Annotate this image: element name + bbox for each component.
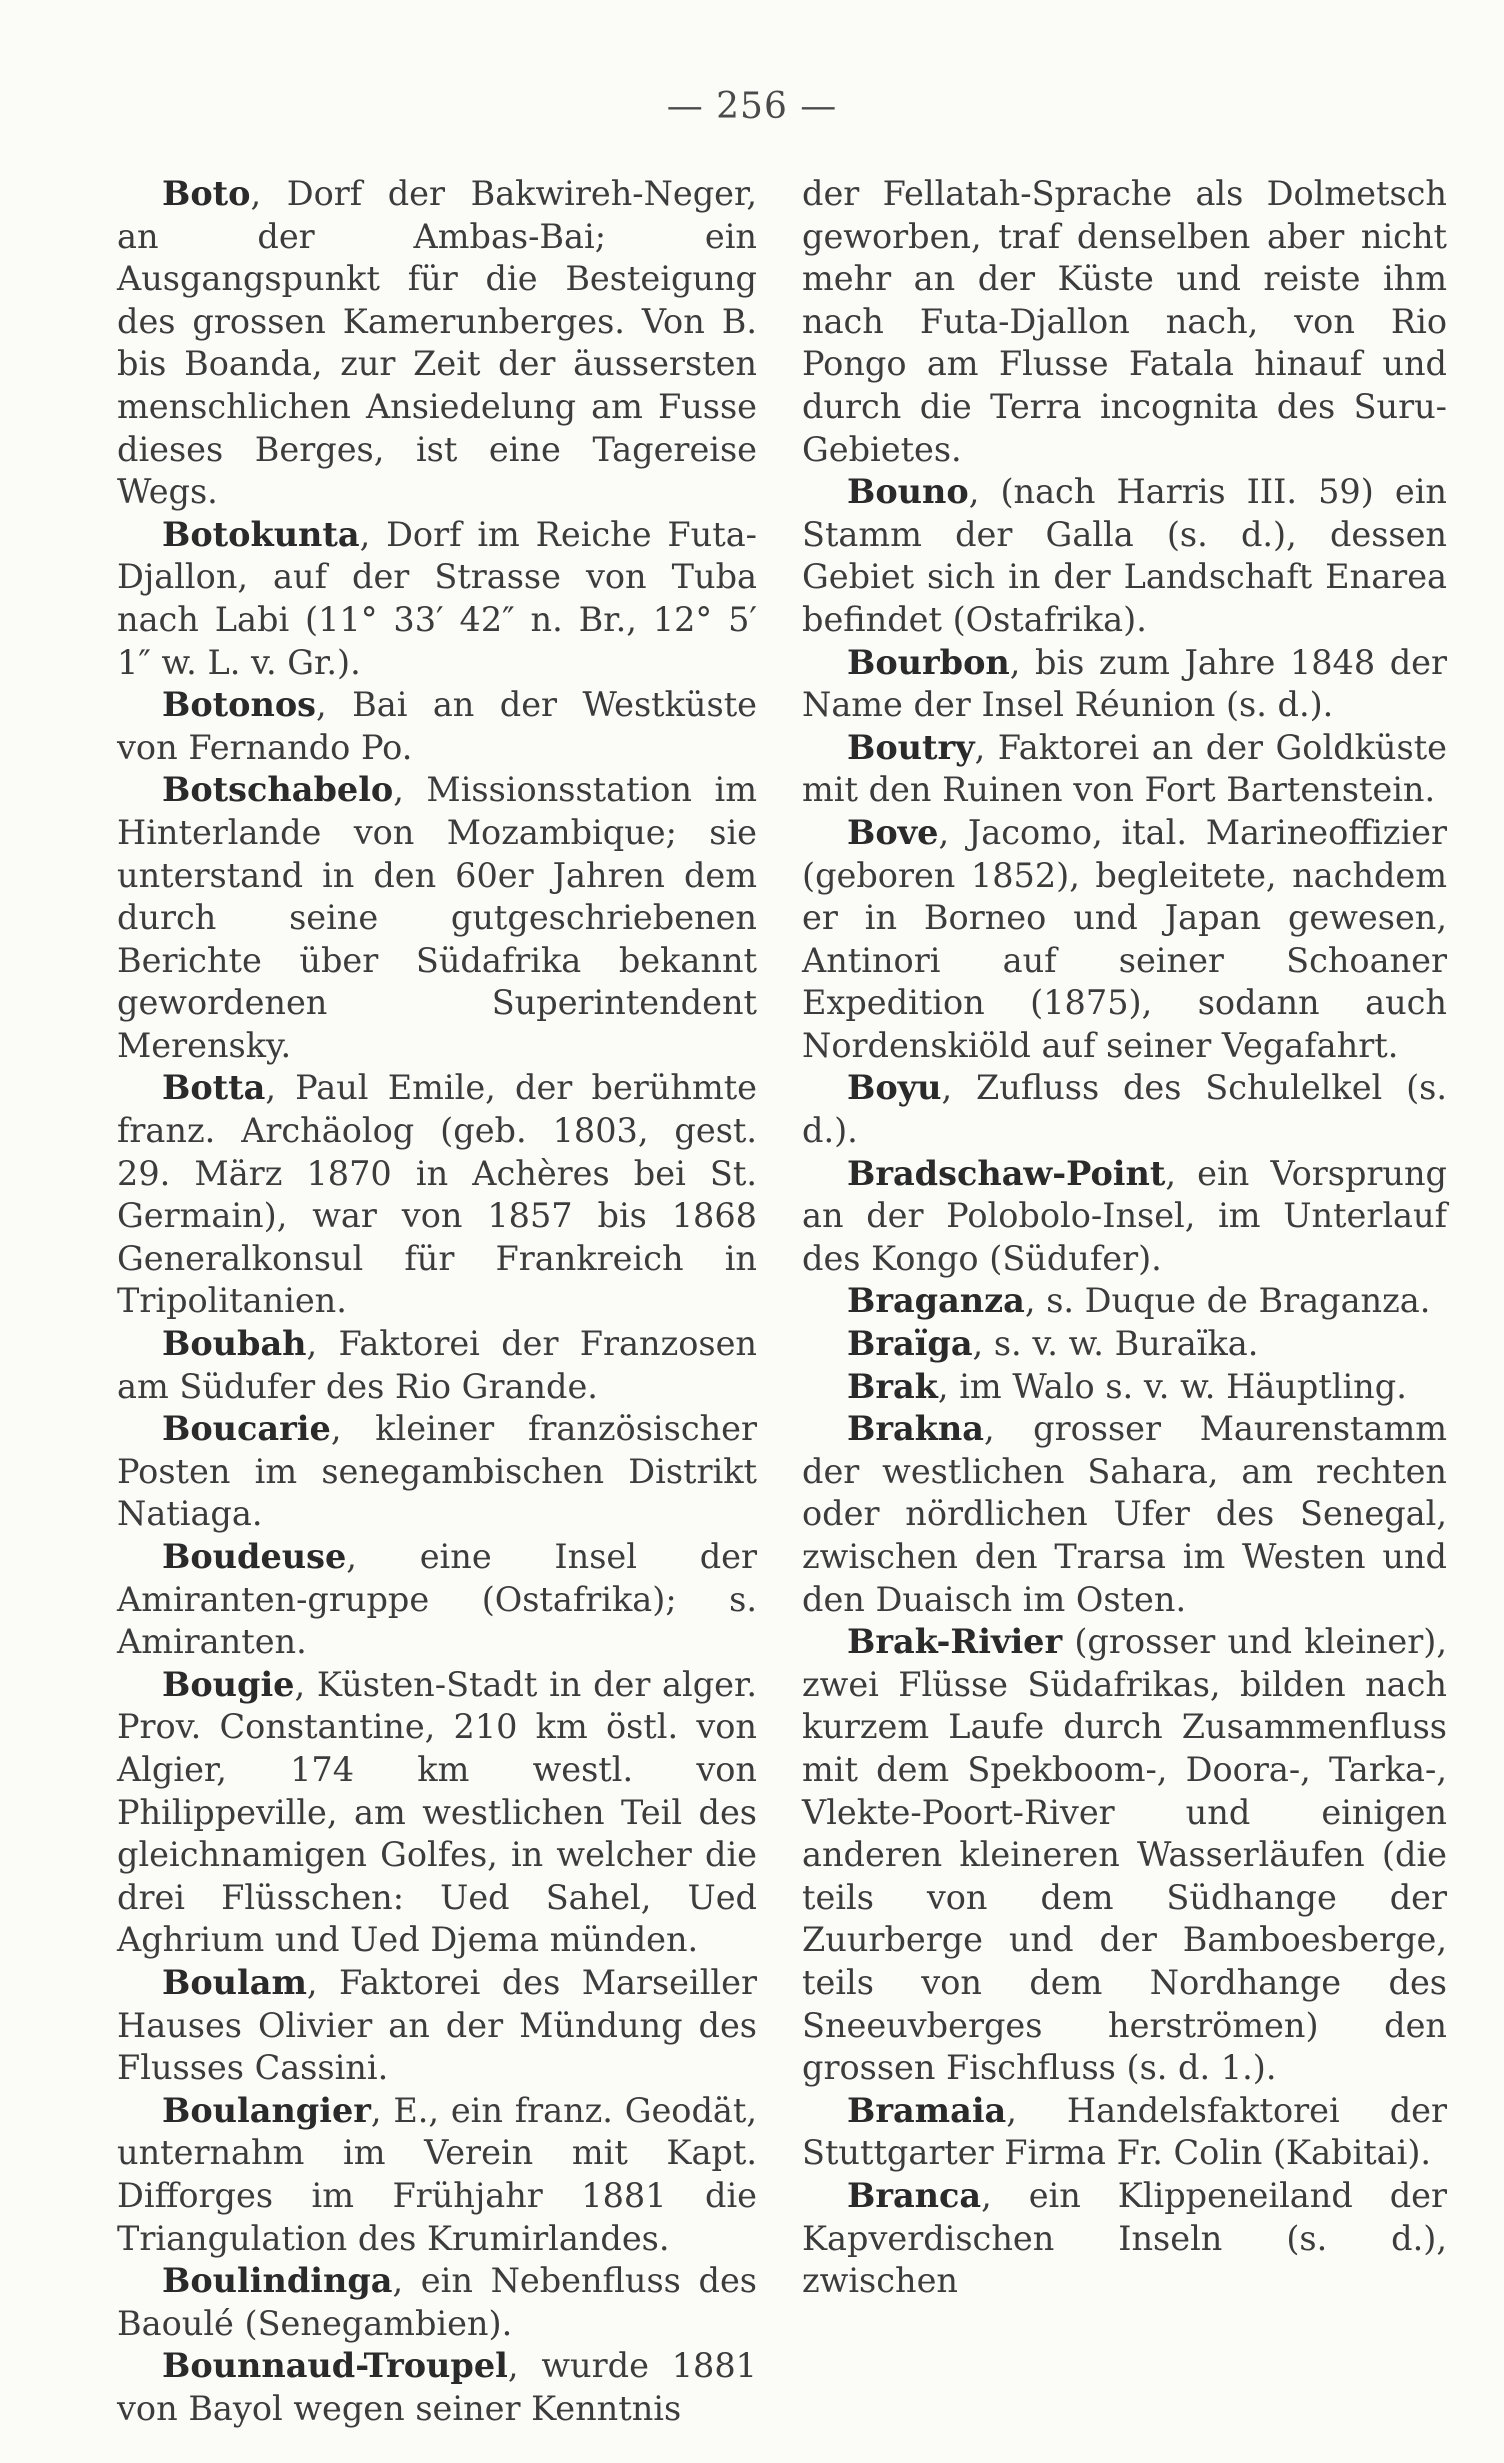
- entry-text: , ein Klippeneiland der Kapverdischen Inseln (s. d.), zwischen: [802, 2175, 1447, 2301]
- dictionary-entry: [802, 1280, 1447, 1323]
- right-column: [802, 173, 1447, 2303]
- dictionary-entry: [117, 1664, 757, 1962]
- dictionary-entry: [802, 1323, 1447, 1366]
- entry-text: , Handelsfaktorei der Stuttgarter Firma Fr. Colin (Kabitai).: [802, 2090, 1447, 2173]
- dictionary-entry: [117, 173, 757, 514]
- entry-headword: Boutry: [847, 727, 975, 767]
- entry-text: , E., ein franz. Geodät, unternahm im Verein mit Kapt. Difforges im Frühjahr 1881 die Triangulation des Krumirlandes.: [117, 2090, 757, 2258]
- entry-headword: Braïga: [847, 1324, 973, 1364]
- entry-headword: Boyu: [847, 1068, 942, 1108]
- entry-text: , grosser Maurenstamm der westlichen Sahara, am rechten oder nördlichen Ufer des Senegal, zwischen den Trarsa im Westen und den Duaisch im Osten.: [802, 1409, 1447, 1619]
- dictionary-entry: [117, 769, 757, 1067]
- entry-text: , bis zum Jahre 1848 der Name der Insel Réunion (s. d.).: [802, 642, 1447, 725]
- dictionary-entry: [802, 1067, 1447, 1152]
- entry-text: , im Walo s. v. w. Häuptling.: [937, 1366, 1407, 1406]
- entry-headword: Boubah: [162, 1324, 307, 1364]
- entry-headword: Bramaia: [847, 2090, 1007, 2130]
- entry-headword: Botta: [162, 1068, 266, 1108]
- entry-text: , Zufluss des Schulelkel (s. d.).: [802, 1068, 1447, 1151]
- dictionary-entry: [117, 1962, 757, 2090]
- entry-headword: Bove: [847, 812, 939, 852]
- entry-headword: Bourbon: [847, 642, 1010, 682]
- entry-text: , Faktorei des Marseiller Hauses Olivier an der Mündung des Flusses Cassini.: [117, 1962, 757, 2088]
- dictionary-entry: [802, 1153, 1447, 1281]
- page-number: — 256 —: [666, 86, 838, 127]
- dictionary-entry: [117, 1408, 757, 1536]
- entry-text: , (nach Harris III. 59) ein Stamm der Galla (s. d.), dessen Gebiet sich in der Landschaft Enarea befindet (Ostafrika).: [802, 472, 1447, 639]
- entry-headword: Brak-Rivier: [847, 1622, 1063, 1662]
- dictionary-entry: [802, 727, 1447, 812]
- dictionary-entry: [117, 2090, 757, 2260]
- entry-text: (grosser und kleiner), zwei Flüsse Südafrikas, bilden nach kurzem Laufe durch Zusammenfluss mit dem Spekboom-, Doora-, Tarka-, Vlekte-Poort-River und einigen anderen kleineren Wasserläufen (die teils von dem Südhange der Zuurberge und der Bamboesberge, teils von dem Nordhange des Sneeuvberges herströmen) den grossen Fischfluss (s. d. 1.).: [802, 1622, 1447, 2088]
- entry-text: , Jacomo, ital. Marineoffizier (geboren 1852), begleitete, nachdem er in Borneo und Japan gewesen, Antinori auf seiner Schoaner Expedition (1875), sodann auch Nordenskiöld auf seiner Vegafahrt.: [802, 812, 1447, 1065]
- entry-headword: Boto: [162, 174, 251, 213]
- dictionary-entry: [802, 642, 1447, 727]
- entry-headword: Brak: [847, 1366, 938, 1406]
- entry-headword: Bradschaw-Point: [847, 1153, 1166, 1193]
- dictionary-entry: [117, 2345, 757, 2430]
- dictionary-entry: [802, 471, 1447, 641]
- entry-text: , Dorf der Bakwireh-Neger, an der Ambas-Bai; ein Ausgangspunkt für die Besteigung des grossen Kamerunberges. Von B. bis Boanda, zur Zeit der äussersten menschlichen Ansiedelung am Fusse dieses Berges, ist eine Tagereise Wegs.: [117, 174, 757, 512]
- entry-text: , s. v. w. Buraïka.: [972, 1324, 1259, 1364]
- entry-headword: Boulam: [162, 1962, 307, 2002]
- entry-headword: Bougie: [162, 1664, 295, 1704]
- dictionary-entry: [117, 684, 757, 769]
- continued-entry-text: der Fellatah-Sprache als Dolmetsch geworben, traf denselben aber nicht mehr an der Küste und reiste ihm nach Futa-Djallon nach, von Rio Pongo am Flusse Fatala hinauf und durch die Terra incognita des Suru-Gebietes.: [802, 174, 1447, 469]
- dictionary-entry: [117, 1536, 757, 1664]
- entry-text: , Bai an der Westküste von Fernando Po.: [117, 685, 757, 767]
- dictionary-entry: [802, 1621, 1447, 2090]
- entry-text: , Faktorei der Franzosen am Südufer des Rio Grande.: [117, 1324, 757, 1406]
- dictionary-entry: [802, 1408, 1447, 1621]
- entry-headword: Boulangier: [162, 2090, 371, 2130]
- entry-headword: Bounnaud-Troupel: [162, 2346, 508, 2386]
- entry-text: , Paul Emile, der berühmte franz. Archäolog (geb. 1803, gest. 29. März 1870 in Achères bei St. Germain), war von 1857 bis 1868 Generalkonsul für Frankreich in Tripolitanien.: [117, 1068, 757, 1321]
- entry-text: , ein Vorsprung an der Polobolo-Insel, im Unterlauf des Kongo (Südufer).: [802, 1153, 1447, 1278]
- dictionary-entry: [117, 1067, 757, 1323]
- entry-headword: Boulindinga: [162, 2261, 393, 2301]
- entry-text: , Küsten-Stadt in der alger. Prov. Constantine, 210 km östl. von Algier, 174 km westl. von Philippeville, am westlichen Teil des gleichnamigen Golfes, in welcher die drei Flüsschen: Ued Sahel, Ued Aghrium und Ued Djema münden.: [117, 1664, 757, 1960]
- dictionary-entry: [117, 1323, 757, 1408]
- dictionary-entry: [802, 2090, 1447, 2175]
- entry-text: , Faktorei an der Goldküste mit den Ruinen von Fort Bartenstein.: [802, 727, 1447, 810]
- entry-headword: Braganza: [847, 1281, 1025, 1321]
- entry-text: , kleiner französischer Posten im senegambischen Distrikt Natiaga.: [117, 1409, 757, 1534]
- dictionary-entry: [802, 812, 1447, 1068]
- entry-headword: Brakna: [847, 1409, 984, 1449]
- entry-headword: Bouno: [847, 472, 969, 512]
- entry-headword: Branca: [847, 2175, 982, 2215]
- entry-headword: Botokunta: [162, 514, 360, 554]
- entry-text: , wurde 1881 von Bayol wegen seiner Kenntnis: [117, 2346, 757, 2428]
- entry-headword: Botonos: [162, 685, 317, 725]
- dictionary-entry: [802, 1366, 1447, 1409]
- entry-text: , Missionsstation im Hinterlande von Mozambique; sie unterstand in den 60er Jahren dem durch seine gutgeschriebenen Berichte über Südafrika bekannt gewordenen Superintendent Merensky.: [117, 770, 757, 1065]
- entry-headword: Boudeuse: [162, 1537, 347, 1576]
- entry-text: , s. Duque de Braganza.: [1024, 1281, 1431, 1321]
- dictionary-entry: [117, 514, 757, 684]
- entry-headword: Boucarie: [162, 1409, 331, 1449]
- entry-text: , Dorf im Reiche Futa-Djallon, auf der Strasse von Tuba nach Labi (11° 33′ 42″ n. Br., 12° 5′ 1″ w. L. v. Gr.).: [117, 514, 757, 682]
- dictionary-entry: [117, 2260, 757, 2345]
- left-column: [117, 173, 757, 2430]
- entry-text: , eine Insel der Amiranten-gruppe (Ostafrika); s. Amiranten.: [117, 1537, 757, 1662]
- entry-text: , ein Nebenfluss des Baoulé (Senegambien).: [117, 2261, 757, 2343]
- entry-headword: Botschabelo: [162, 770, 394, 810]
- dictionary-entry: [802, 2175, 1447, 2303]
